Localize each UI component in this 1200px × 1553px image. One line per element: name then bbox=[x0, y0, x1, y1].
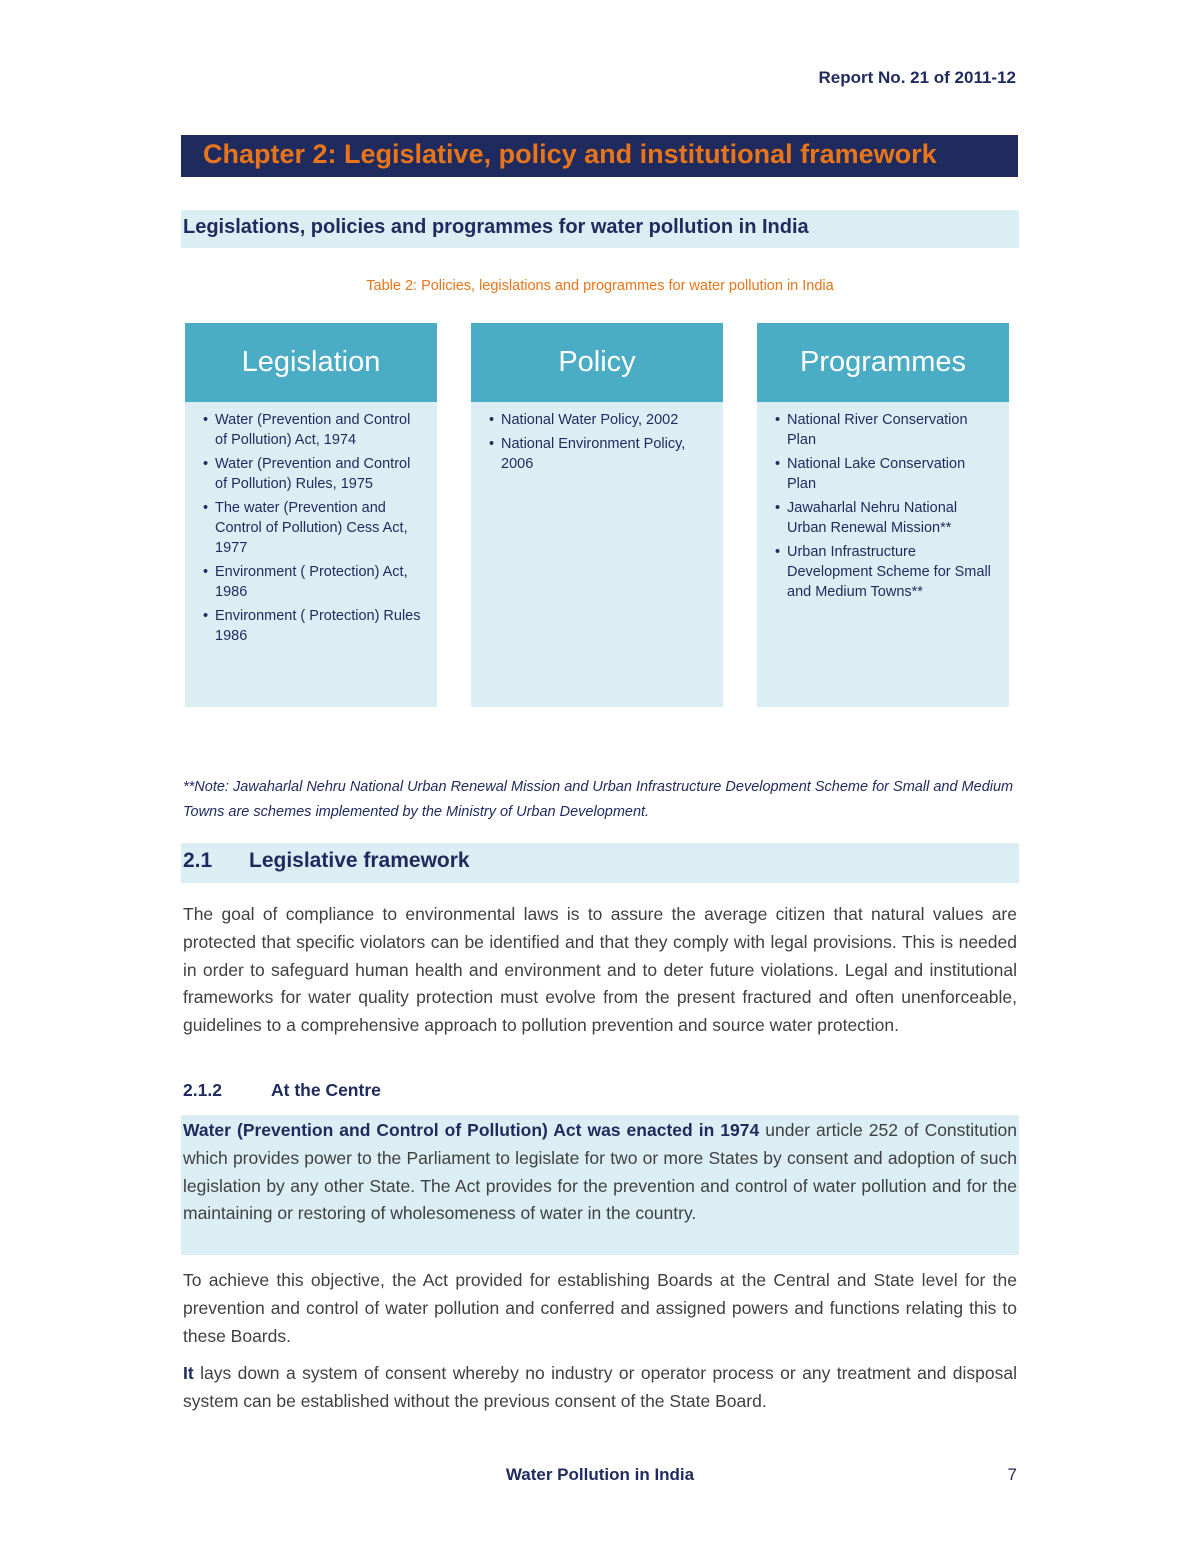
list-item: • National Lake Conservation Plan bbox=[775, 454, 995, 494]
footnote: **Note: Jawaharlal Nehru National Urban Renewal Mission and Urban Infrastructure Development Scheme for Small and Medium Towns are schemes implemented by the Ministry of Urban Development. bbox=[183, 779, 1014, 820]
subsection-number: 2.1.2 bbox=[183, 1080, 222, 1100]
programmes-column bbox=[757, 323, 1009, 707]
subsection-title: At the Centre bbox=[271, 1080, 381, 1100]
paragraph-1: The goal of compliance to environmental laws is to assure the average citizen that natural values are protected that specific violators can be identified and that they comply with legal provisions. This is needed in order to safeguard human health and environment and to deter future violations. Legal and institutional frameworks for water quality protection must evolve from the present fractured and often unenforceable, guidelines to a comprehensive approach to pollution prevention and source water protection. bbox=[183, 904, 1017, 1036]
list-item: • Environment ( Protection) Rules 1986 bbox=[203, 606, 423, 646]
footer-title: Water Pollution in India bbox=[505, 1465, 695, 1484]
list-item: • Urban Infrastructure Development Scheme for Small and Medium Towns** bbox=[775, 542, 995, 602]
policy-body bbox=[471, 402, 723, 707]
policy-column bbox=[471, 323, 723, 707]
paragraph-4-text: lays down a system of consent whereby no industry or operator process or any treatment and disposal system can be established without the previous consent of the State Board. bbox=[183, 1363, 1017, 1411]
section-2-1-band bbox=[181, 843, 1019, 883]
programmes-header: Programmes bbox=[757, 323, 1009, 402]
report-number: Report No. 21 of 2011-12 bbox=[818, 68, 1016, 87]
list-item: • Jawaharlal Nehru National Urban Renewal Mission** bbox=[775, 498, 995, 538]
paragraph-4-bold: It bbox=[183, 1363, 194, 1383]
programmes-body bbox=[757, 402, 1009, 707]
subsection-heading bbox=[183, 1080, 381, 1101]
policy-header: Policy bbox=[471, 323, 723, 402]
section-heading: Legislations, policies and programmes for water pollution in India bbox=[183, 216, 809, 238]
table-caption: Table 2: Policies, legislations and programmes for water pollution in India bbox=[366, 278, 834, 294]
list-item: • Environment ( Protection) Act, 1986 bbox=[203, 562, 423, 602]
section-title: Legislative framework bbox=[249, 849, 470, 872]
paragraph-2-bold: Water (Prevention and Control of Pollution) Act was enacted in 1974 bbox=[183, 1120, 760, 1140]
paragraph-3: To achieve this objective, the Act provided for establishing Boards at the Central and State level for the prevention and control of water pollution and conferred and assigned powers and functions relating this to these Boards. bbox=[183, 1270, 1017, 1346]
section-heading-band bbox=[181, 210, 1019, 248]
paragraph-2 bbox=[183, 1117, 1017, 1228]
paragraph-2-text: under article 252 of Constitution which provides power to the Parliament to legislate for two or more States by consent and adoption of such legislation by any other State. The Act provides for the prevention and control of water pollution and for the maintaining or restoring of wholesomeness of water in the country. bbox=[183, 1120, 1017, 1224]
legislation-column bbox=[185, 323, 437, 707]
chapter-title: Chapter 2: Legislative, policy and institutional framework bbox=[203, 139, 937, 169]
list-item: • Water (Prevention and Control of Pollution) Rules, 1975 bbox=[203, 454, 423, 494]
list-item: • National River Conservation Plan bbox=[775, 410, 995, 450]
list-item: • National Environment Policy, 2006 bbox=[489, 434, 709, 474]
list-item: • National Water Policy, 2002 bbox=[489, 410, 709, 430]
legislation-body bbox=[185, 402, 437, 707]
list-item: • Water (Prevention and Control of Pollution) Act, 1974 bbox=[203, 410, 423, 450]
list-item: • The water (Prevention and Control of Pollution) Cess Act, 1977 bbox=[203, 498, 423, 558]
chapter-banner bbox=[181, 132, 1018, 177]
paragraph-4 bbox=[183, 1360, 1017, 1416]
page-number: 7 bbox=[1007, 1465, 1017, 1484]
legislation-header: Legislation bbox=[185, 323, 437, 402]
section-number: 2.1 bbox=[183, 849, 213, 872]
